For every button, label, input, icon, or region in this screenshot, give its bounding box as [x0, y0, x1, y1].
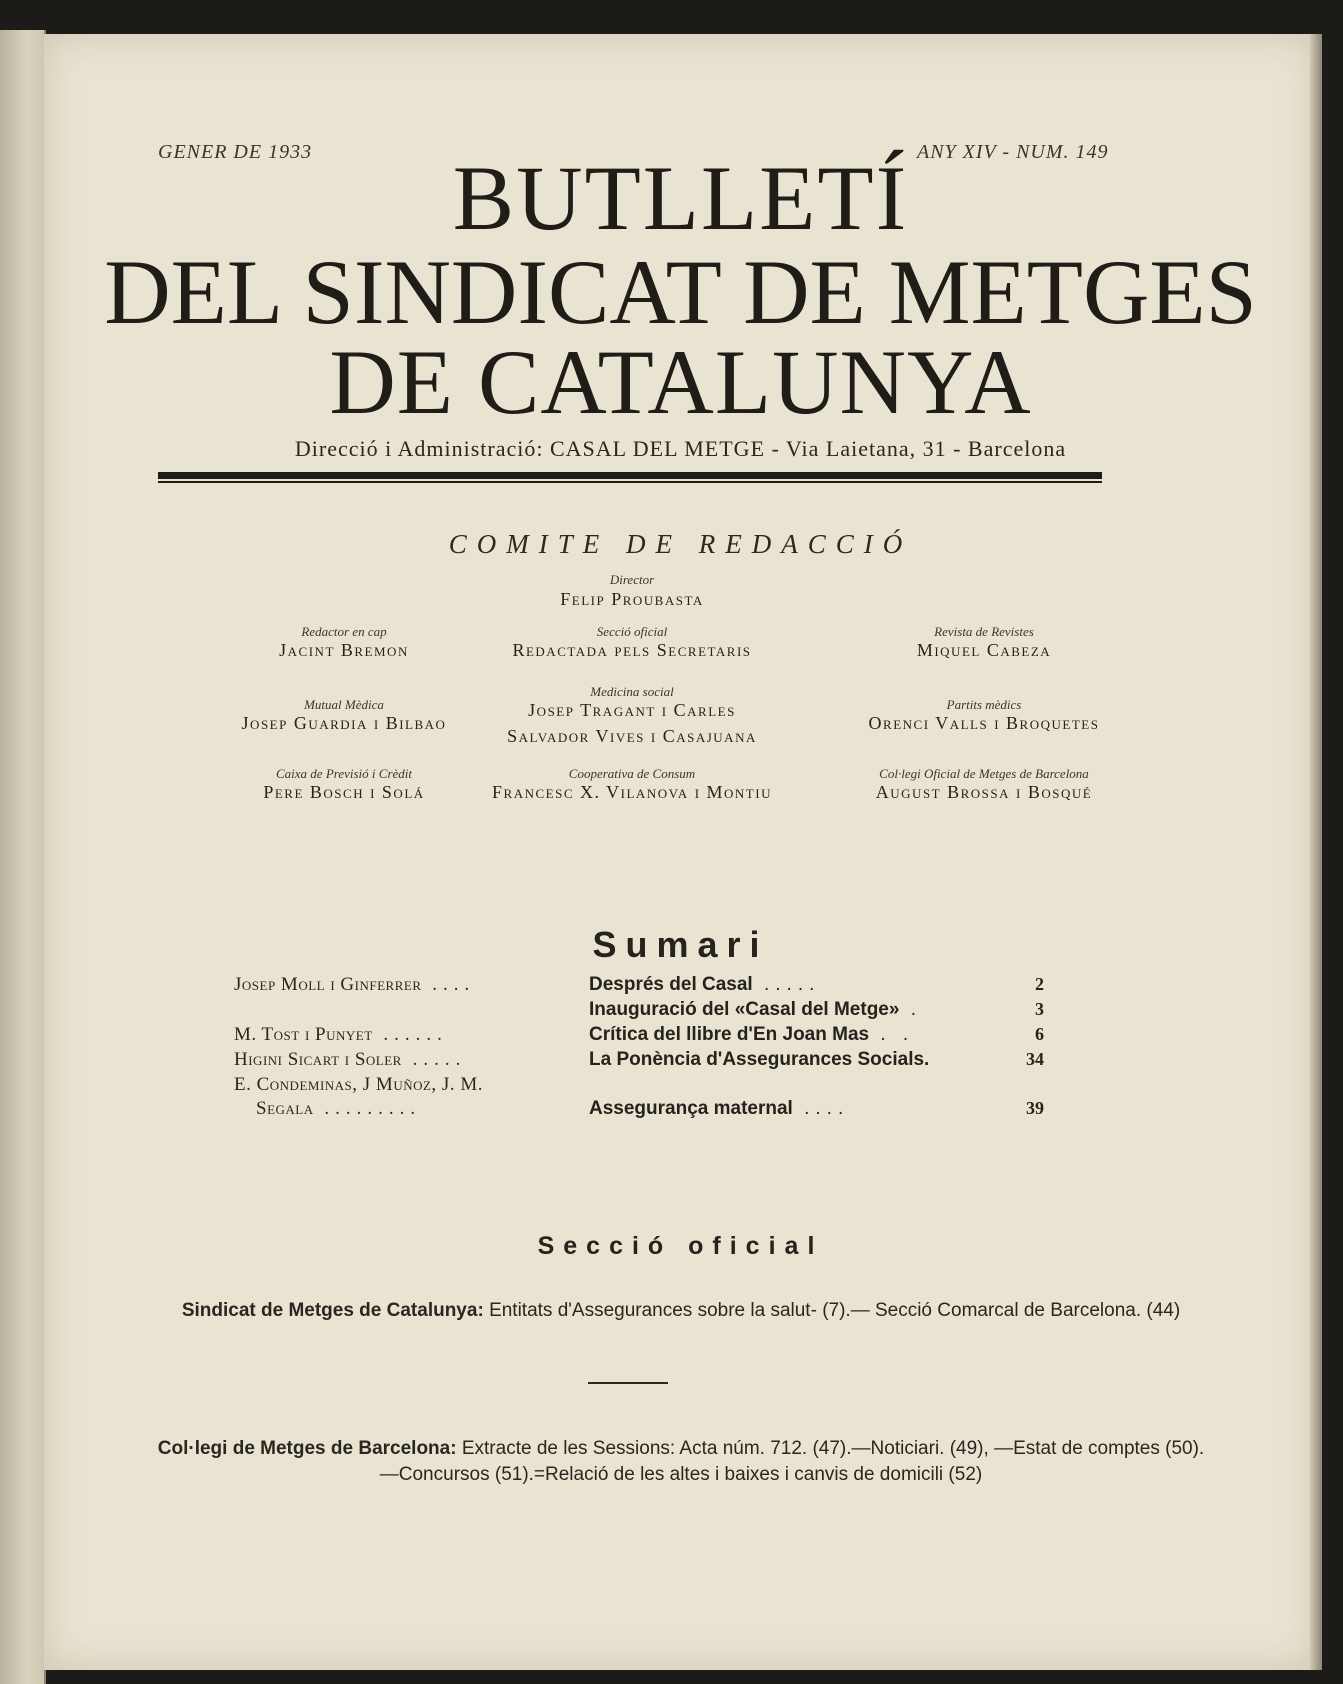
- person-social-medicine-2: Salvador Vives i Casajuana: [507, 726, 757, 746]
- committee-title: COMITE DE REDACCIÓ: [448, 529, 913, 559]
- role-official-section: Secció oficial: [596, 624, 668, 639]
- page-edge: [1310, 34, 1322, 1670]
- official-section-paragraph-1: Sindicat de Metges de Catalunya: Entitats d'Assegurances sobre la salut- (7).— Secció Comarcal de Barcelona. (44): [181, 1300, 1181, 1321]
- official-section-paragraph-2: Col·legi de Metges de Barcelona: Extracte de les Sessions: Acta núm. 712. (47).—Noticiari. (49), —Estat de comptes (50).—Concursos (51).=Relació de les altes i baixes i canvis de domicili (52): [157, 1438, 1205, 1485]
- person-savings-credit: Pere Bosch i Solá: [263, 782, 425, 802]
- toc-author: Josep Moll i Ginferrer ....: [234, 974, 476, 995]
- toc-author: M. Tost i Punyet ......: [234, 1024, 448, 1045]
- toc-author: E. Condeminas, J Muñoz, J. M.: [234, 1074, 483, 1095]
- person-social-medicine-1: Josep Tragant i Carles: [528, 700, 736, 720]
- masthead-line-1: BUTLLETÍ: [452, 147, 909, 249]
- toc-page: 2: [1035, 974, 1044, 994]
- toc-title: Després del Casal .....: [589, 974, 821, 995]
- person-review-of-reviews: Miquel Cabeza: [916, 640, 1052, 660]
- toc-author: Segala .........: [256, 1098, 422, 1119]
- role-review-of-reviews: Revista de Revistes: [934, 624, 1034, 639]
- summary-title: Sumari: [592, 924, 769, 965]
- role-social-medicine: Medicina social: [590, 684, 674, 699]
- role-consumer-cooperative: Cooperativa de Consum: [568, 766, 696, 781]
- person-medical-districts: Orenci Valls i Broquetes: [868, 713, 1100, 733]
- address-line: Direcció i Administració: CASAL DEL METGE - Via Laietana, 31 - Barcelona: [294, 436, 1067, 461]
- header-rule: [158, 472, 1102, 479]
- role-editor-in-chief: Redactor en cap: [301, 624, 387, 639]
- toc-page: 3: [1035, 999, 1044, 1019]
- role-director: Director: [609, 572, 655, 587]
- toc-author: Higini Sicart i Soler .....: [234, 1049, 467, 1070]
- toc-title: Inauguració del «Casal del Metge» .: [589, 999, 922, 1020]
- masthead-line-2: DEL SINDICAT DE METGES: [104, 241, 1257, 343]
- person-editor-in-chief: Jacint Bremon: [279, 640, 409, 660]
- issue-number: ANY XIV - NUM. 149: [917, 141, 1109, 163]
- issue-date: GENER DE 1933: [158, 141, 313, 163]
- role-college-of-physicians: Col·legi Oficial de Metges de Barcelona: [879, 766, 1089, 781]
- toc-page: 6: [1035, 1024, 1044, 1044]
- role-mutual-medica: Mutual Mèdica: [304, 697, 384, 712]
- person-college-of-physicians: August Brossa i Bosqué: [875, 782, 1093, 802]
- role-medical-districts: Partits mèdics: [946, 697, 1022, 712]
- masthead-line-3: DE CATALUNYA: [329, 331, 1032, 433]
- toc-title: Crítica del llibre d'En Joan Mas . .: [589, 1024, 915, 1045]
- toc-title: Assegurança maternal ....: [589, 1098, 850, 1119]
- person-mutual-medica: Josep Guardia i Bilbao: [241, 713, 447, 733]
- journal-page: [44, 34, 1317, 1670]
- book-spine: [0, 30, 46, 1684]
- person-director: Felip Proubasta: [560, 589, 704, 609]
- official-section-title: Secció oficial: [537, 1232, 824, 1260]
- toc-page: 34: [1026, 1049, 1044, 1069]
- toc-title: La Ponència d'Assegurances Socials.: [589, 1049, 930, 1070]
- person-consumer-cooperative: Francesc X. Vilanova i Montiu: [492, 782, 772, 802]
- section-divider: [588, 1382, 668, 1384]
- person-official-section: Redactada pels Secretaris: [512, 640, 752, 660]
- toc-page: 39: [1026, 1098, 1044, 1118]
- header-rule-thin: [158, 481, 1102, 483]
- role-savings-credit: Caixa de Previsió i Crèdit: [276, 766, 412, 781]
